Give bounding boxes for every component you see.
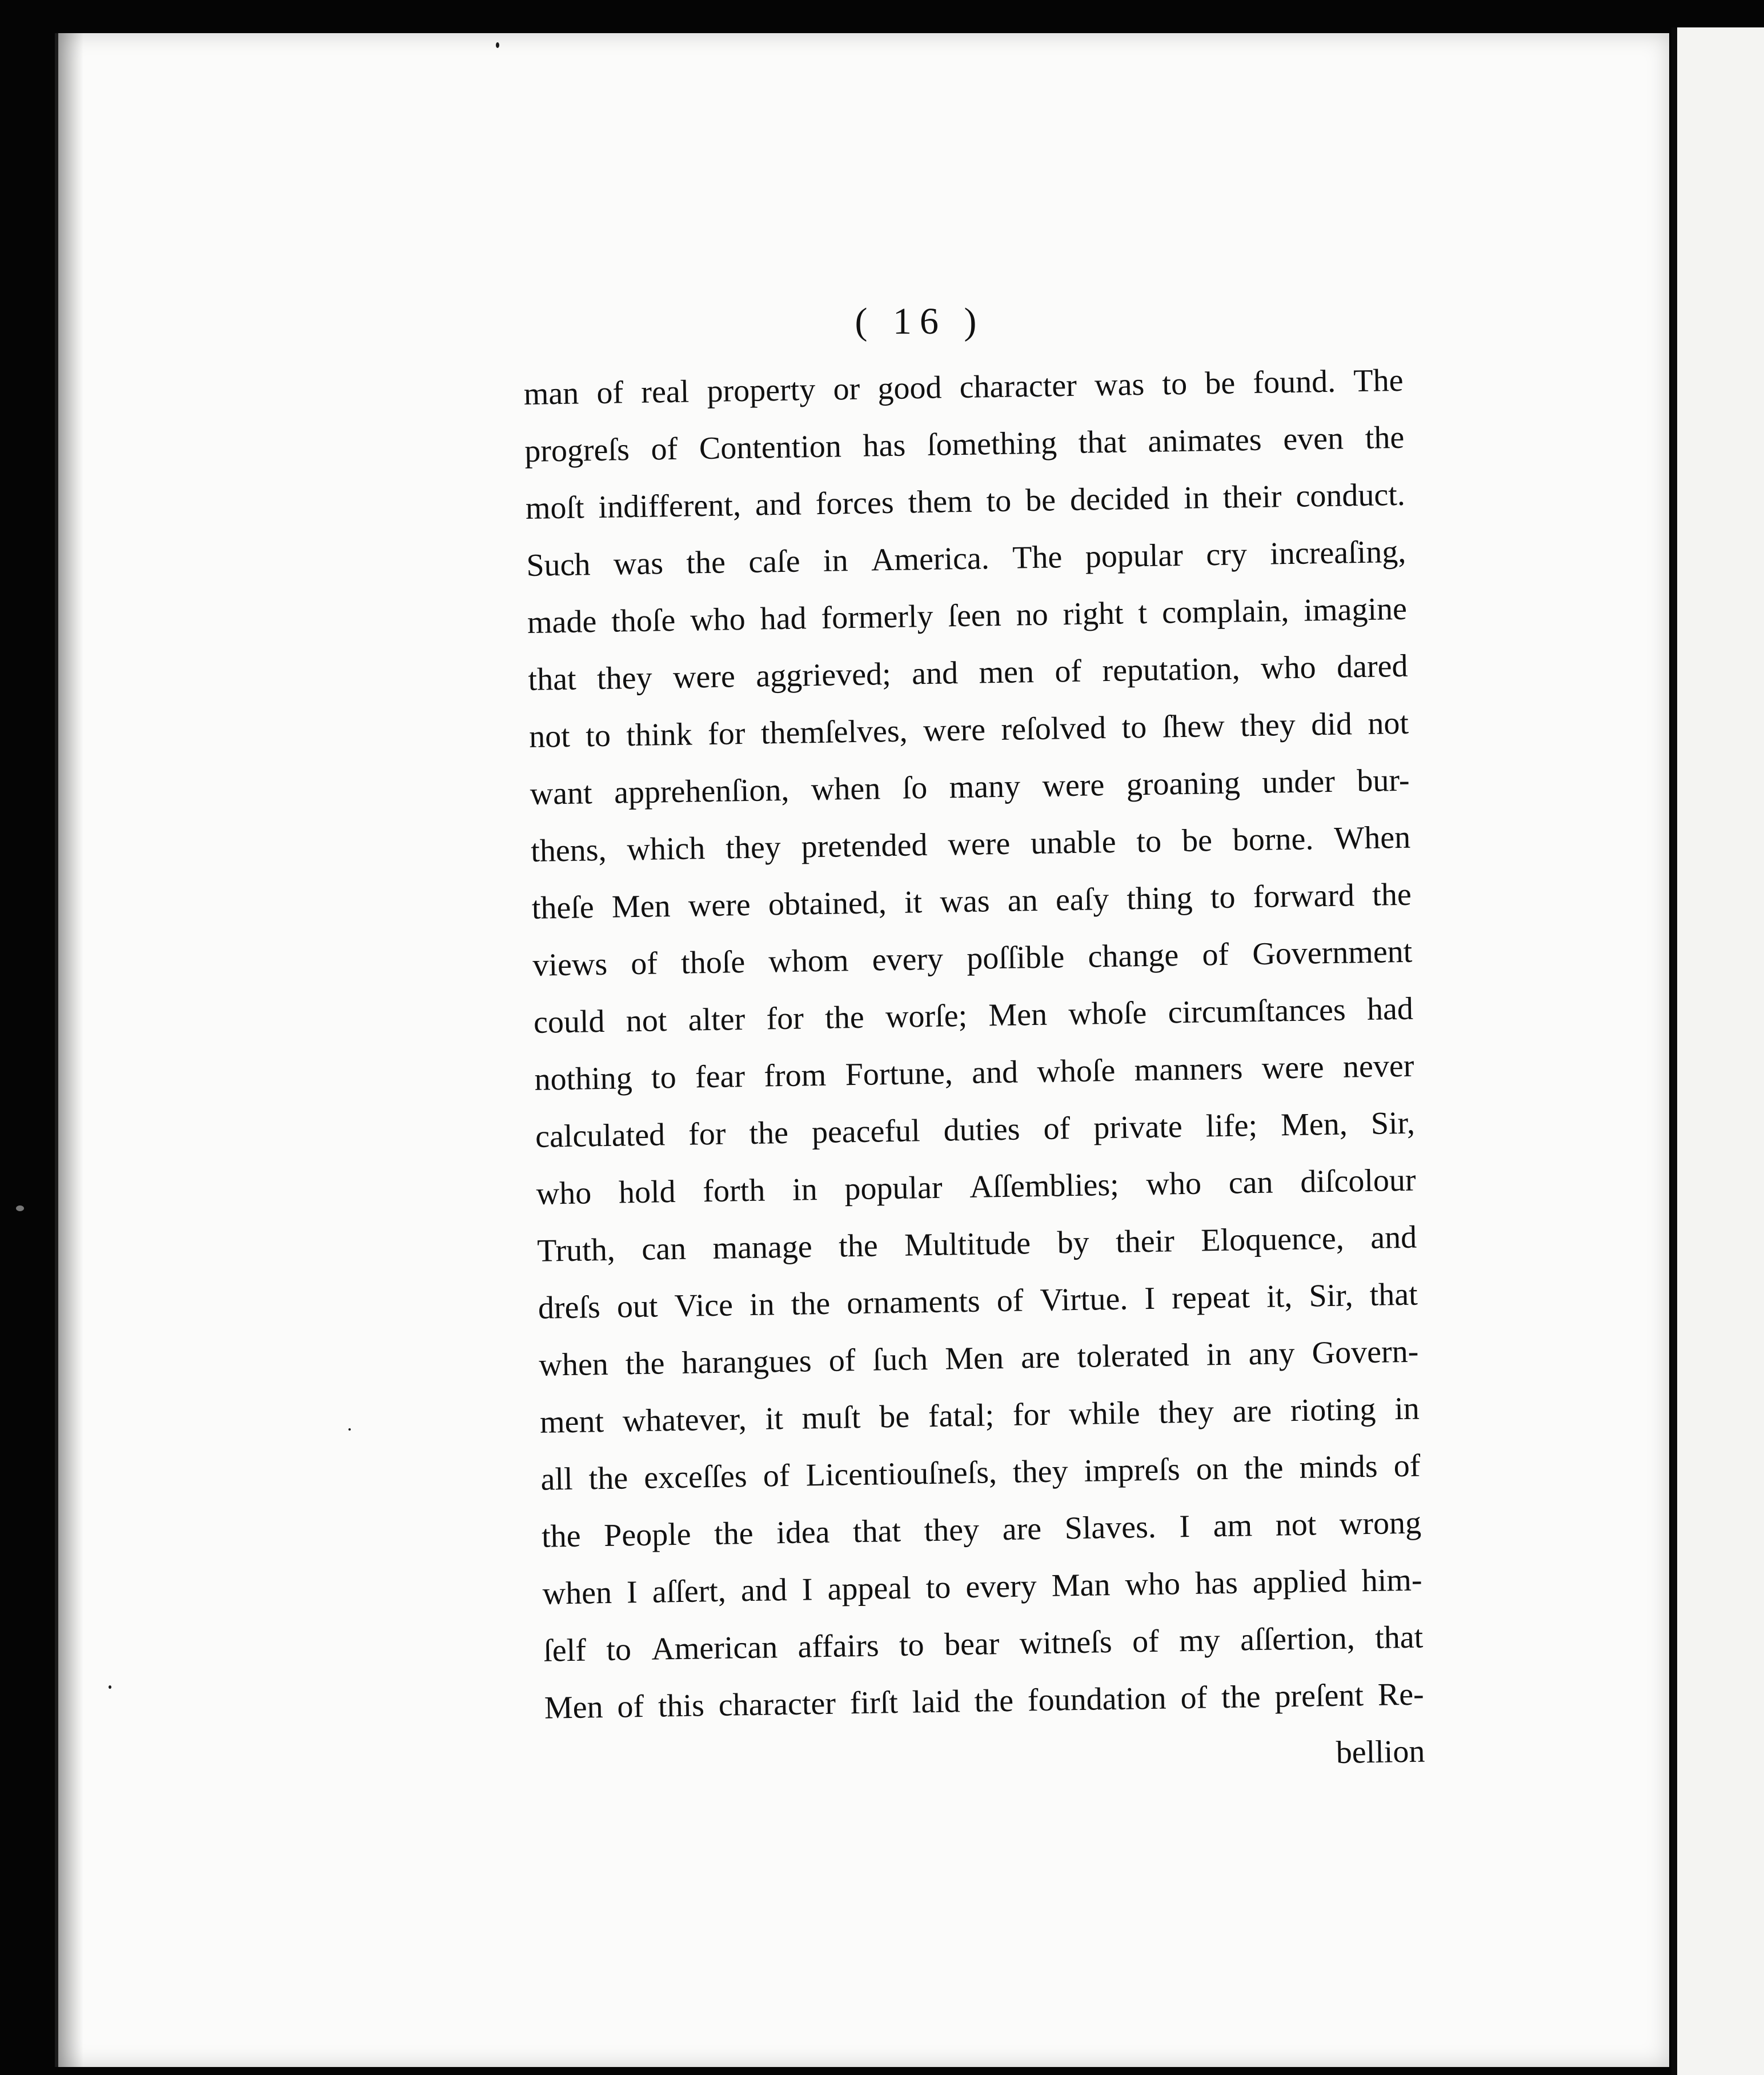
- text-word: in: [792, 1172, 818, 1208]
- text-word: t: [1137, 595, 1148, 631]
- text-word: borne.: [1232, 821, 1314, 858]
- text-word: that: [1078, 424, 1127, 460]
- text-word: the: [625, 1345, 665, 1382]
- text-word: applied: [1252, 1563, 1348, 1601]
- text-word: ſhew: [1162, 708, 1225, 745]
- text-word: are: [1232, 1393, 1272, 1429]
- text-word: be: [1204, 365, 1236, 402]
- text-word: I: [1178, 1508, 1190, 1545]
- text-word: Men: [544, 1689, 604, 1726]
- text-word: of: [1132, 1623, 1160, 1660]
- text-word: want: [530, 775, 593, 812]
- text-word: the: [686, 544, 726, 581]
- text-word: when: [539, 1346, 609, 1383]
- text-word: Men: [611, 888, 671, 925]
- text-word: were: [947, 826, 1011, 863]
- text-word: I: [1144, 1280, 1156, 1317]
- text-word: American: [651, 1629, 778, 1667]
- text-word: was: [1094, 366, 1145, 403]
- text-word: had: [760, 600, 807, 637]
- text-word: they: [596, 660, 653, 697]
- text-word: of: [616, 1688, 644, 1725]
- text-word: was: [613, 546, 664, 582]
- text-word: be: [1025, 482, 1056, 519]
- text-word: Fortune,: [845, 1055, 953, 1093]
- text-word: that: [1369, 1276, 1418, 1313]
- text-word: which: [627, 831, 705, 868]
- text-word: reſolved: [1001, 710, 1106, 747]
- text-word: firſt: [849, 1684, 899, 1721]
- text-word: their: [1115, 1223, 1175, 1260]
- text-word: fatal;: [928, 1397, 995, 1435]
- text-word: dared: [1336, 648, 1408, 685]
- text-word: ornaments: [846, 1283, 981, 1321]
- text-word: of: [996, 1283, 1024, 1319]
- ink-speck: [348, 1428, 351, 1431]
- text-word: Slaves.: [1064, 1509, 1157, 1547]
- text-word: thoſe: [680, 944, 745, 981]
- text-word: bear: [944, 1626, 1000, 1663]
- text-word: Man: [1051, 1567, 1110, 1604]
- text-word: laid: [912, 1684, 961, 1720]
- text-word: Sir,: [1370, 1105, 1416, 1141]
- text-word: did: [1310, 706, 1353, 743]
- text-word: Govern-: [1312, 1333, 1419, 1371]
- text-word: pretended: [801, 827, 928, 865]
- page-number: ( 16 ): [855, 301, 985, 342]
- text-word: and: [911, 655, 959, 692]
- text-word: Licentiouſneſs,: [805, 1455, 997, 1493]
- adjacent-page-edge: [1671, 27, 1764, 2075]
- text-word: I: [801, 1572, 813, 1608]
- text-word: could: [533, 1003, 605, 1040]
- text-word: for: [766, 1000, 804, 1037]
- text-word: groaning: [1126, 765, 1241, 803]
- text-word: affairs: [797, 1628, 880, 1665]
- text-word: had: [1366, 991, 1414, 1027]
- text-word: of: [1180, 1680, 1208, 1716]
- text-word: Multitude: [904, 1225, 1031, 1263]
- text-word: to: [585, 718, 611, 754]
- text-word: I: [626, 1575, 638, 1611]
- text-word: that: [1374, 1619, 1424, 1656]
- text-word: exceſſes: [643, 1459, 748, 1496]
- text-word: has: [1194, 1565, 1238, 1601]
- text-word: they: [924, 1512, 980, 1549]
- text-word: can: [641, 1231, 687, 1267]
- text-word: repeat: [1171, 1279, 1250, 1316]
- text-word: aſſertion,: [1240, 1620, 1356, 1658]
- text-word: to: [1210, 879, 1236, 916]
- text-word: Such: [526, 547, 591, 583]
- text-word: witneſs: [1019, 1624, 1113, 1661]
- text-word: progreſs: [524, 432, 630, 469]
- text-word: cry: [1205, 536, 1248, 573]
- text-word: whoſe: [1037, 1052, 1116, 1090]
- text-word: the: [1365, 419, 1405, 456]
- text-word: was: [940, 883, 991, 920]
- text-word: preſent: [1274, 1677, 1364, 1715]
- text-word: it: [904, 884, 923, 920]
- text-word: muſt: [801, 1399, 861, 1436]
- text-word: to: [1162, 366, 1188, 402]
- text-word: were: [1042, 767, 1105, 804]
- text-word: even: [1282, 420, 1344, 458]
- text-word: has: [863, 427, 906, 464]
- text-word: popular: [1085, 537, 1184, 575]
- text-word: right: [1063, 595, 1124, 632]
- text-word: of: [1043, 1111, 1071, 1147]
- ink-speck: [16, 1205, 24, 1211]
- text-word: the: [713, 1515, 754, 1552]
- text-word: their: [1222, 479, 1282, 515]
- text-word: my: [1178, 1623, 1221, 1659]
- text-word: minds: [1299, 1448, 1378, 1485]
- text-word: man: [523, 375, 579, 412]
- text-word: popular: [844, 1169, 943, 1207]
- text-word: and: [755, 486, 802, 523]
- text-word: not: [528, 718, 571, 755]
- text-word: diſcolour: [1300, 1162, 1416, 1200]
- text-word: appeal: [827, 1570, 912, 1607]
- text-word: caſe: [748, 543, 801, 580]
- text-word: foundation: [1027, 1680, 1167, 1719]
- text-word: nothing: [534, 1060, 633, 1097]
- text-word: When: [1333, 819, 1411, 856]
- text-word: every: [965, 1568, 1037, 1605]
- text-word: the: [541, 1518, 582, 1555]
- text-word: are: [1020, 1339, 1061, 1376]
- text-word: real: [640, 374, 689, 410]
- text-word: in: [1394, 1391, 1420, 1427]
- text-word: character: [718, 1685, 836, 1723]
- text-word: whom: [768, 943, 849, 980]
- text-word: Men: [988, 996, 1048, 1034]
- text-word: unable: [1030, 824, 1117, 862]
- text-word: any: [1248, 1336, 1295, 1372]
- text-word: the: [824, 999, 865, 1036]
- text-word: the: [791, 1285, 831, 1322]
- text-word: reputation,: [1102, 651, 1241, 689]
- text-word: the: [749, 1115, 789, 1151]
- text-word: to: [1121, 709, 1147, 746]
- text-word: Men: [944, 1340, 1004, 1377]
- text-word: circumſtances: [1168, 992, 1346, 1031]
- text-word: the: [588, 1460, 628, 1497]
- text-word: Contention: [699, 428, 842, 467]
- text-word: good: [877, 370, 942, 407]
- text-word: in: [1183, 480, 1209, 516]
- text-word: duties: [943, 1111, 1020, 1148]
- body-text: [523, 352, 1425, 1794]
- text-word: on: [1196, 1451, 1229, 1487]
- text-word: in: [823, 543, 849, 579]
- text-word: under: [1261, 763, 1336, 800]
- text-word: of: [763, 1457, 790, 1494]
- text-word: him-: [1361, 1562, 1422, 1599]
- text-word: or: [833, 371, 860, 407]
- text-word: by: [1057, 1224, 1090, 1261]
- text-word: tolerated: [1077, 1337, 1190, 1375]
- text-word: The: [1012, 539, 1063, 576]
- text-word: views: [532, 946, 608, 983]
- text-word: Re-: [1377, 1676, 1425, 1713]
- text-word: Eloquence,: [1200, 1220, 1345, 1259]
- text-word: when: [811, 771, 881, 808]
- text-word: were: [672, 659, 736, 695]
- text-word: calculated: [535, 1117, 665, 1155]
- text-word: idea: [776, 1514, 830, 1551]
- text-word: to: [986, 483, 1012, 519]
- text-word: moſt: [525, 490, 585, 526]
- text-word: not: [1367, 705, 1409, 742]
- text-word: were: [1261, 1049, 1325, 1086]
- text-word: manners: [1134, 1051, 1243, 1088]
- text-word: the: [1244, 1450, 1284, 1487]
- text-word: they: [1158, 1394, 1214, 1431]
- text-word: forth: [702, 1172, 765, 1209]
- text-word: am: [1213, 1508, 1253, 1544]
- text-word: Government: [1252, 934, 1413, 972]
- text-word: it,: [1266, 1279, 1293, 1315]
- text-word: private: [1093, 1109, 1183, 1146]
- ink-speck: [496, 42, 499, 48]
- text-word: who: [689, 601, 746, 638]
- text-word: to: [899, 1627, 925, 1663]
- text-word: to: [651, 1059, 677, 1096]
- text-word: and: [740, 1572, 788, 1609]
- text-word: forward: [1253, 878, 1355, 915]
- text-word: are: [1002, 1511, 1042, 1548]
- text-word: life;: [1205, 1107, 1258, 1144]
- text-word: of: [651, 431, 678, 467]
- text-word: impreſs: [1084, 1452, 1181, 1489]
- text-word: Truth,: [536, 1232, 616, 1269]
- text-word: and: [971, 1054, 1019, 1091]
- text-word: the: [1221, 1679, 1261, 1716]
- text-word: bur-: [1356, 762, 1410, 799]
- text-word: be: [879, 1399, 910, 1435]
- text-word: every: [872, 941, 944, 978]
- text-word: ſo: [902, 770, 928, 806]
- text-word: change: [1088, 938, 1179, 975]
- text-word: while: [1068, 1395, 1141, 1432]
- text-word: ſelf: [543, 1632, 587, 1669]
- text-word: out: [616, 1288, 658, 1325]
- text-word: think: [626, 716, 693, 754]
- text-word: forces: [815, 484, 895, 522]
- text-word: thens,: [530, 832, 607, 869]
- text-word: that: [528, 661, 577, 698]
- text-word: manage: [712, 1229, 813, 1266]
- ink-speck: [109, 1685, 111, 1689]
- text-word: ment: [539, 1404, 604, 1440]
- text-word: increaſing,: [1269, 534, 1406, 572]
- text-word: and: [1370, 1219, 1417, 1256]
- text-word: animates: [1148, 422, 1262, 459]
- text-word: to: [925, 1569, 951, 1606]
- text-word: whatever,: [622, 1401, 747, 1439]
- text-word: poſſible: [966, 939, 1065, 976]
- text-word: they: [1012, 1453, 1069, 1490]
- text-word: eaſy: [1055, 882, 1109, 918]
- text-word: hold: [618, 1173, 676, 1211]
- text-word: thoſe: [611, 602, 676, 639]
- text-word: can: [1228, 1164, 1273, 1201]
- text-word: the: [1372, 876, 1412, 913]
- text-word: it: [765, 1401, 784, 1437]
- text-word: dreſs: [538, 1289, 601, 1326]
- text-word: worſe;: [885, 998, 968, 1035]
- text-word: harangues: [681, 1343, 812, 1381]
- text-word: obtained,: [768, 885, 887, 923]
- text-word: not: [1275, 1507, 1317, 1543]
- text-word: made: [527, 604, 597, 640]
- text-word: be: [1181, 823, 1213, 859]
- text-word: rioting: [1290, 1391, 1376, 1429]
- text-word: who: [536, 1175, 592, 1212]
- text-word: they: [725, 830, 781, 866]
- text-word: they: [1240, 707, 1296, 744]
- text-word: ſomething: [927, 425, 1057, 463]
- text-word: aggrieved;: [755, 656, 892, 694]
- text-word: Sir,: [1308, 1277, 1354, 1314]
- text-word: the: [838, 1228, 879, 1264]
- text-word: for: [1012, 1396, 1051, 1433]
- page-gutter-shadow: [55, 33, 83, 2067]
- text-word: never: [1342, 1048, 1414, 1085]
- text-word: wrong: [1339, 1505, 1422, 1542]
- text-word: ſuch: [872, 1341, 928, 1378]
- text-word: theſe: [531, 890, 595, 926]
- text-word: of: [630, 946, 658, 982]
- text-word: of: [1054, 653, 1082, 690]
- text-word: character: [959, 367, 1077, 406]
- text-word: the: [974, 1683, 1014, 1719]
- text-word: in: [749, 1287, 775, 1323]
- text-word: aſſert,: [652, 1573, 727, 1610]
- text-word: of: [828, 1343, 856, 1379]
- text-word: were: [688, 887, 751, 924]
- text-word: of: [1201, 936, 1229, 973]
- text-word: apprehenſion,: [614, 772, 789, 811]
- text-word: no: [1016, 596, 1049, 633]
- text-word: that: [852, 1513, 901, 1550]
- catchword: bellion: [1336, 1733, 1425, 1770]
- text-word: People: [603, 1516, 692, 1554]
- text-word: men: [979, 654, 1035, 691]
- text-word: who: [1125, 1566, 1181, 1603]
- text-word: conduct.: [1295, 476, 1406, 514]
- text-word: The: [1353, 362, 1404, 399]
- text-word: themſelves,: [760, 713, 908, 751]
- text-word: Aſſemblies;: [969, 1167, 1120, 1205]
- text-word: many: [949, 768, 1021, 806]
- text-word: to: [606, 1632, 632, 1668]
- text-word: who: [1260, 650, 1317, 686]
- text-word: formerly: [821, 598, 933, 636]
- text-word: complain,: [1161, 593, 1289, 631]
- text-word: all: [540, 1461, 574, 1497]
- text-word: Men,: [1280, 1106, 1348, 1143]
- text-word: an: [1007, 882, 1039, 919]
- text-word: thing: [1126, 880, 1193, 917]
- text-word: for: [707, 715, 745, 752]
- text-word: found.: [1252, 363, 1336, 400]
- text-word: from: [763, 1057, 827, 1094]
- text-word: were: [923, 712, 986, 749]
- text-word: Virtue.: [1040, 1281, 1128, 1318]
- text-word: to: [1136, 823, 1162, 860]
- text-word: of: [596, 375, 624, 411]
- text-word: whoſe: [1068, 995, 1147, 1032]
- text-word: of: [1393, 1448, 1421, 1484]
- text-word: this: [658, 1688, 705, 1724]
- text-word: ſeen: [947, 597, 1002, 634]
- text-word: fear: [695, 1059, 745, 1095]
- text-word: property: [707, 371, 816, 409]
- text-word: peaceful: [811, 1113, 921, 1151]
- text-word: America.: [871, 540, 990, 578]
- text-word: decided: [1069, 480, 1170, 518]
- text-word: them: [908, 483, 973, 520]
- text-word: Vice: [674, 1287, 733, 1324]
- text-word: when: [542, 1575, 612, 1612]
- text-word: imagine: [1303, 591, 1408, 628]
- text-word: not: [626, 1003, 667, 1039]
- text-word: for: [688, 1116, 726, 1152]
- text-word: alter: [688, 1002, 745, 1038]
- text-word: indifferent,: [598, 487, 741, 525]
- text-word: who: [1146, 1165, 1202, 1203]
- text-word: in: [1206, 1336, 1232, 1373]
